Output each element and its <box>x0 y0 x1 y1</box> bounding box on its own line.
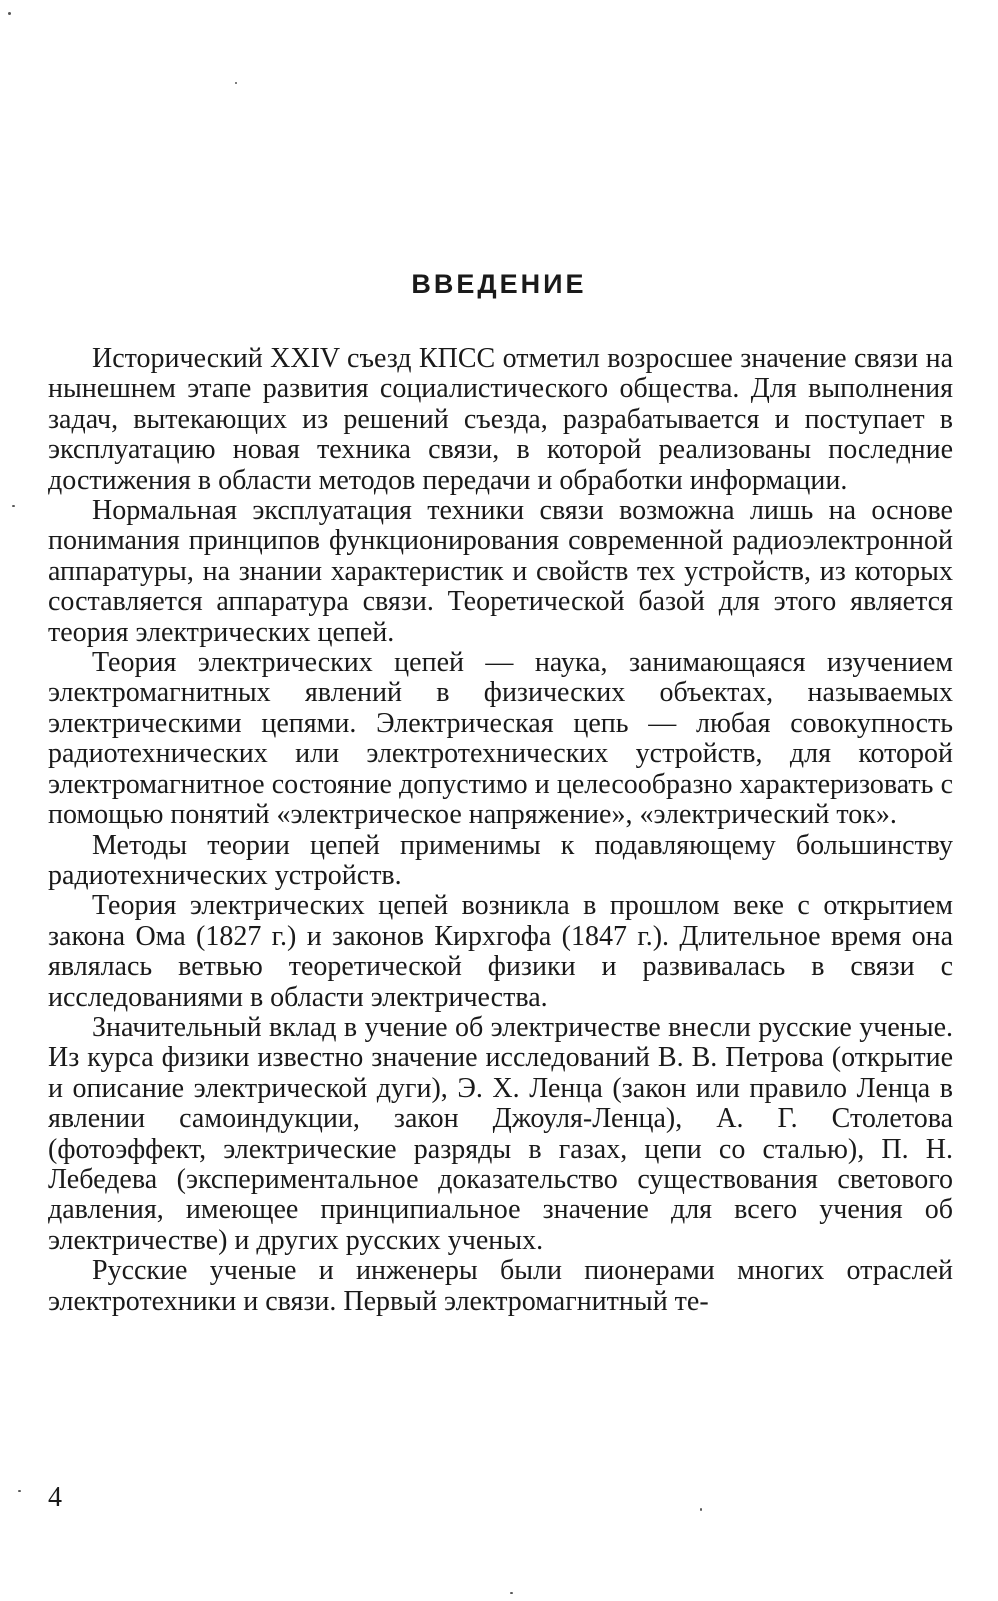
scan-speck <box>235 82 237 84</box>
scan-speck <box>700 1508 702 1511</box>
paragraph: Русские ученые и инженеры были пионерами многих отраслей электротехники и связи. Первый электромагнитный те- <box>48 1255 953 1317</box>
chapter-heading: ВВЕДЕНИЕ <box>411 269 587 299</box>
scan-speck <box>12 505 15 507</box>
paragraph: Исторический XXIV съезд КПСС отметил возросшее значение связи на нынешнем этапе развития социалистического общества. Для выполнения задач, вытекающих из решений съезда, разрабатывается и поступает в эксплуатацию новая техника связи, в которой реализованы последние достижения в области методов передачи и обработки информации. <box>48 343 953 496</box>
paragraph: Теория электрических цепей возникла в прошлом веке с открытием закона Ома (1827 г.) и законов Кирхгофа (1847 г.). Длительное время она являлась ветвью теоретической физики и развивалась в связи с исследованиями в области электричества. <box>48 890 953 1013</box>
page-number: 4 <box>48 1482 62 1513</box>
paragraph: Значительный вклад в учение об электричестве внесли русские ученые. Из курса физики известно значение исследований В. В. Петрова (открытие и описание электрической дуги), Э. Х. Ленца (закон или правило Ленца в явлении самоиндукции, закон Джоуля-Ленца), А. Г. Столетова (фотоэффект, электрические разряды в газах, цепи со сталью), П. Н. Лебедева (экспериментальное доказательство существования светового давления, имеющее принципиальное значение для всего учения об электричестве) и других русских ученых. <box>48 1011 953 1256</box>
paragraph: Нормальная эксплуатация техники связи возможна лишь на основе понимания принципов функционирования современной радиоэлектронной аппаратуры, на знании характеристик и свойств тех устройств, из которых составляется аппаратура связи. Теоретической базой для этого является теория электрических цепей. <box>48 495 953 648</box>
paragraph: Теория электрических цепей — наука, занимающаяся изучением электромагнитных явлений в физических объектах, называемых электрическими цепями. Электрическая цепь — любая совокупность радиотехнических или электротехнических устройств, для которой электромагнитное состояние допустимо и целесообразно характеризовать с помощью понятий «электрическое напряжение», «электрический ток». <box>48 647 953 831</box>
paragraph: Методы теории цепей применимы к подавляющему большинству радиотехнических устройств. <box>48 829 953 891</box>
scan-speck <box>8 12 11 15</box>
body-text <box>48 344 953 1317</box>
scan-speck <box>18 1490 21 1492</box>
scan-speck <box>510 1592 513 1594</box>
